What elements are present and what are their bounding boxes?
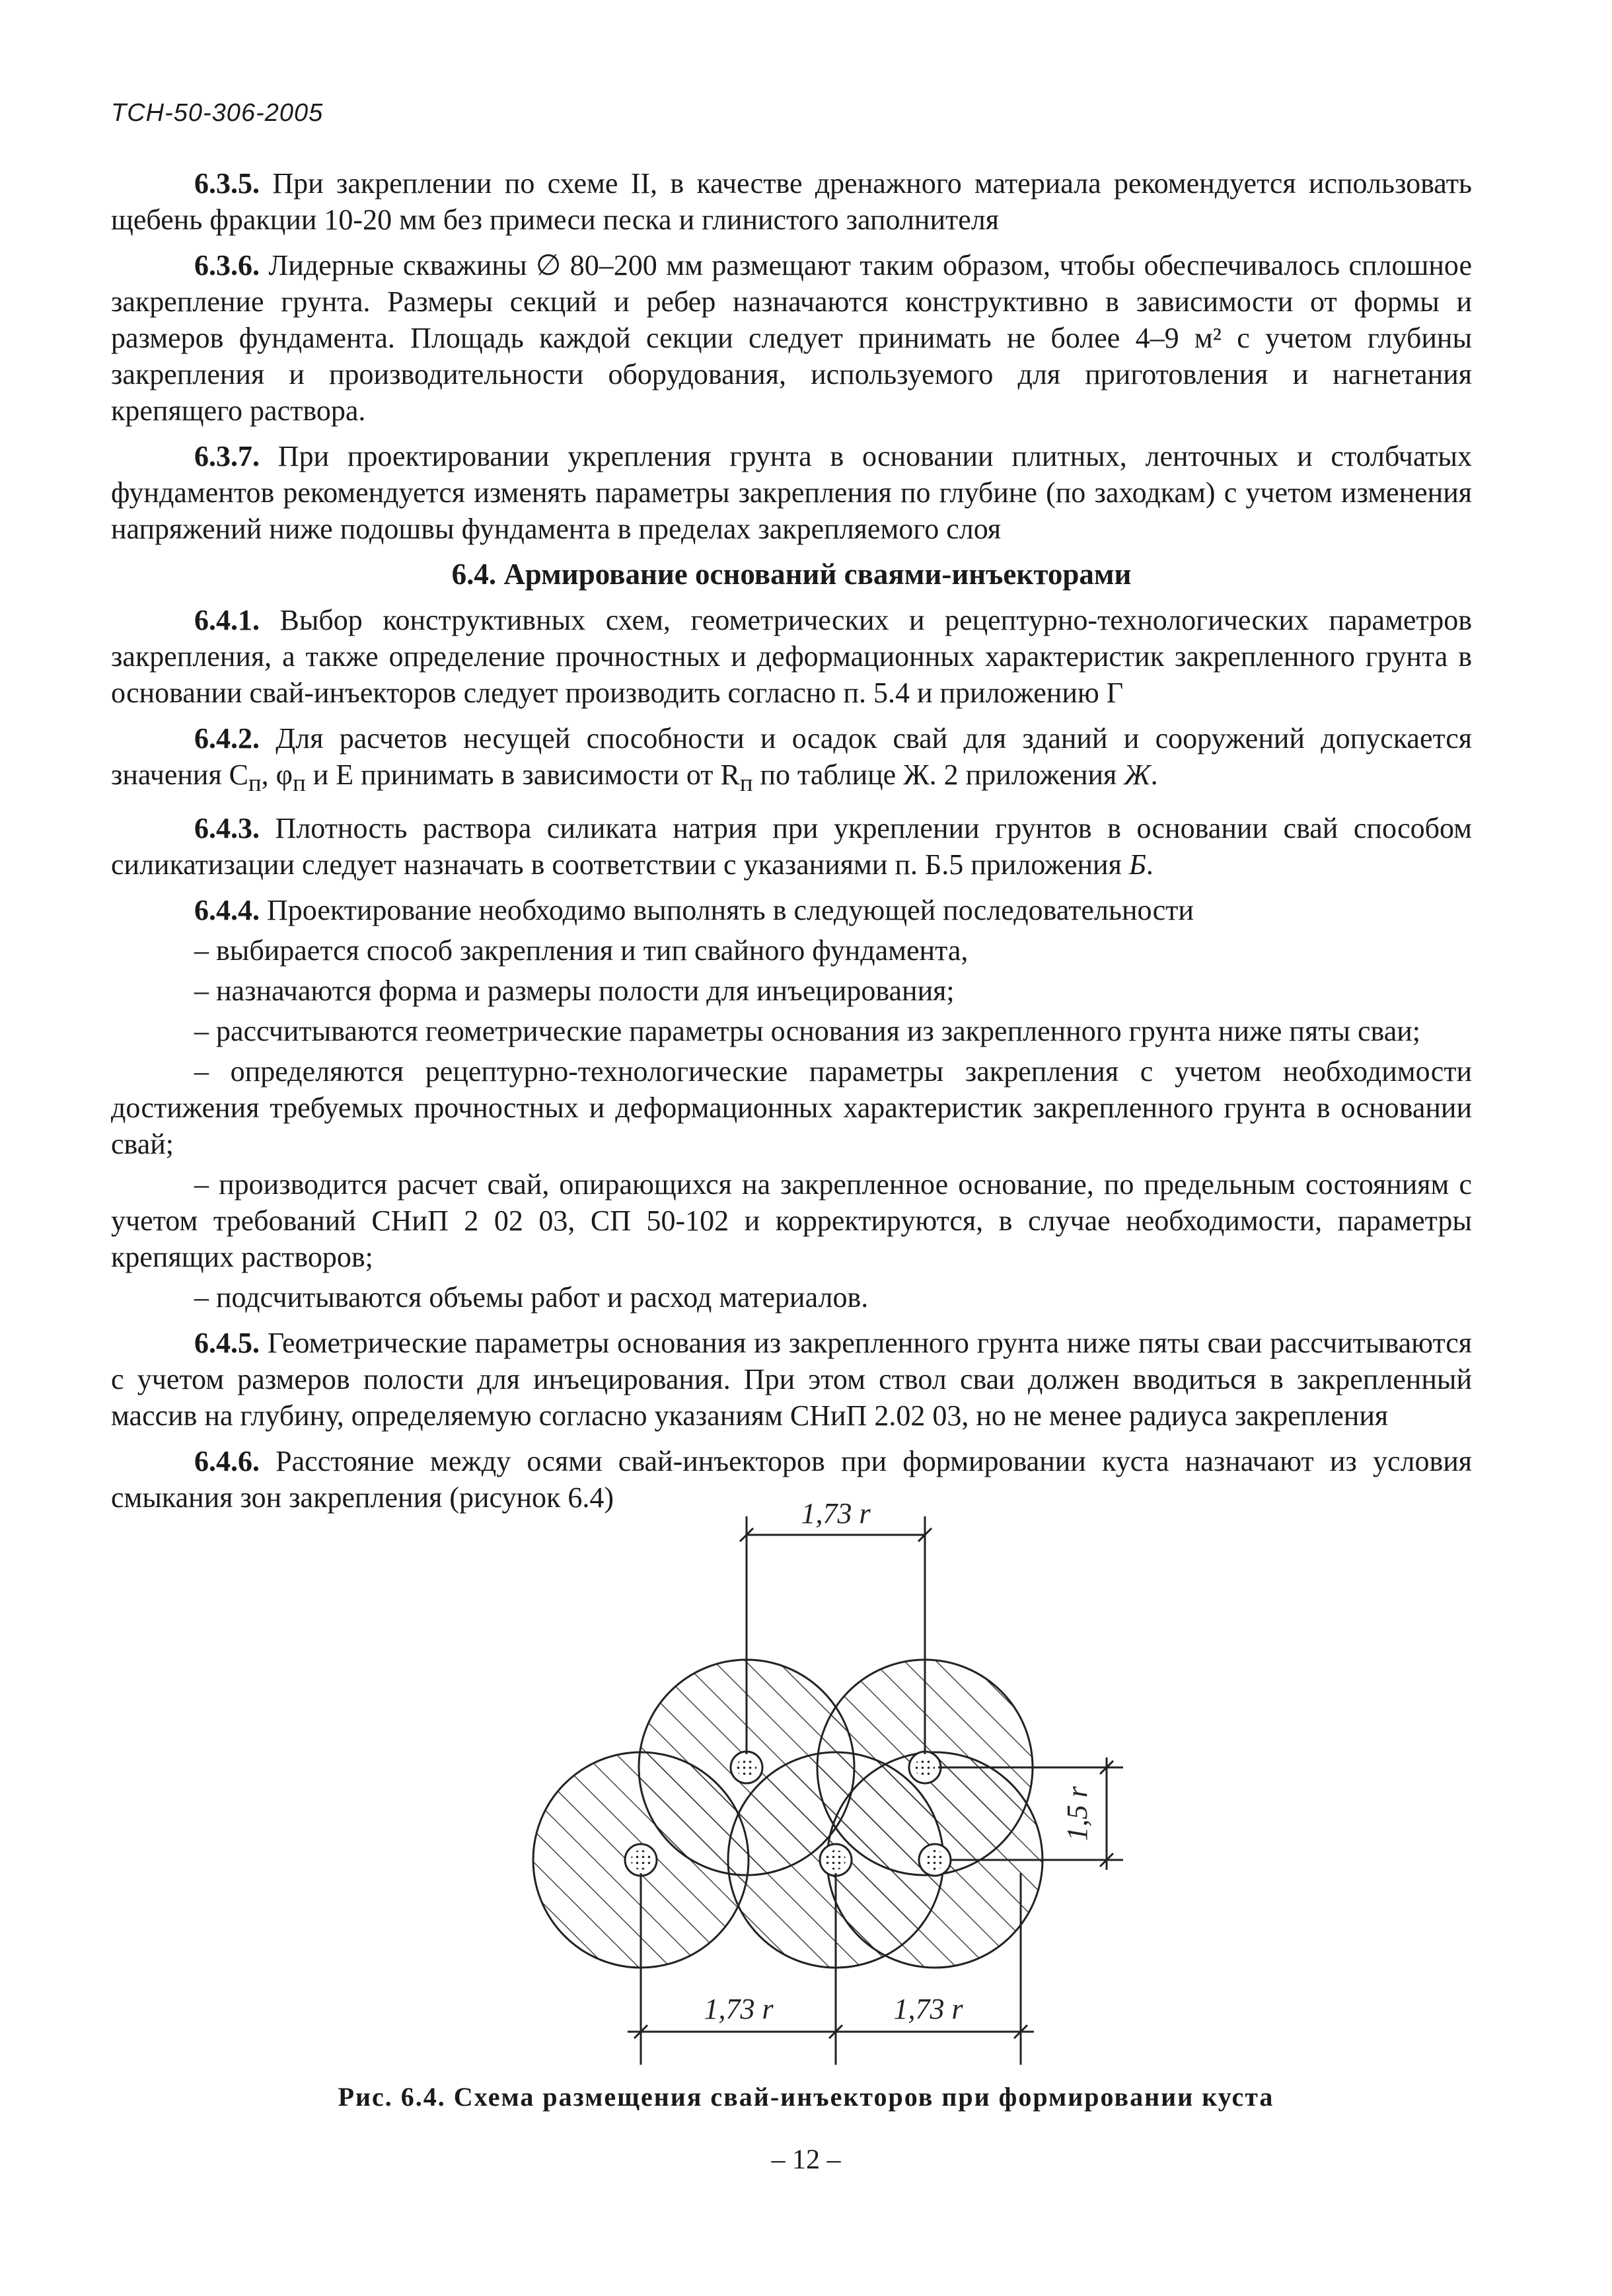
pile-core [925, 1850, 945, 1870]
paragraph-6-4-6: 6.4.6. Расстояние между осями свай-инъекторов при формировании куста назначают из условия смыкания зон закрепления (рисунок 6.4) [111, 1444, 1472, 1514]
paragraph-6-4-2: 6.4.2. Для расчетов несущей способности и осадок свай для зданий и сооружений допускается значения $C_п$, $\varphi_п$ и E принимать в зависимости от $R_п$ по таблице Ж. 2 приложения Ж. [111, 722, 1472, 796]
paragraph-6-3-7: 6.3.7. При проектировании укрепления грунта в основании плитных, ленточных и столбчатых фундаментов рекомендуется изменять параметры закрепления по глубине (по заходкам) с учетом изменения напряжений ниже подошвы фундамента в пределах закрепляемого слоя [111, 440, 1472, 545]
section-title: 6.4. Армирование оснований сваями-инъекторами [451, 558, 1132, 591]
list-item: – выбирается способ закрепления и тип свайного фундамента, [194, 934, 969, 967]
pile-core [915, 1758, 935, 1777]
list-item: – производится расчет свай, опирающихся на закрепленное основание, по предельным состояниям с учетом требований СНиП 2 02 03, СП 50-102 и корректируются, в случае необходимости, параметры крепящих растворов; [111, 1167, 1472, 1273]
pile-core [631, 1850, 651, 1870]
pile-core [737, 1758, 756, 1777]
list-item: – определяются рецептурно-технологические параметры закрепления с учетом необходимости достижения требуемых прочностных и деформационных характеристик закрепленного грунта в основании свай; [111, 1055, 1472, 1160]
list-item: – назначаются форма и размеры полости для инъецирования; [194, 974, 955, 1007]
figure-caption: Рис. 6.4. Схема размещения свай-инъекторов при формировании куста [338, 2082, 1274, 2112]
dimension-label-bottom-left: 1,73 r [704, 1993, 774, 2025]
paragraph-6-3-6: 6.3.6. Лидерные скважины ∅ 80–200 мм размещают таким образом, чтобы обеспечивалось сплошное закрепление грунта. Размеры секций и ребер назначаются конструктивно в зависимости от формы и размеров фундамента. Площадь каждой секции следует принимать не более 4–9 м² с учетом глубины закрепления и производительности оборудования, используемого для приготовления и нагнетания крепящего раствора. [111, 249, 1472, 427]
dimension-label-top: 1,73 r [801, 1503, 871, 1530]
dimension-label-bottom-right: 1,73 r [893, 1993, 963, 2025]
paragraph-6-3-5: 6.3.5. При закреплении по схеме II, в качестве дренажного материала рекомендуется использовать щебень фракции 10-20 мм без примеси песка и глинистого заполнителя [111, 167, 1472, 236]
list-item: – рассчитываются геометрические параметры основания из закрепленного грунта ниже пяты сваи; [194, 1014, 1421, 1047]
dimension-label-right: 1,5 r [1061, 1786, 1093, 1841]
paragraph-6-4-5: 6.4.5. Геометрические параметры основания из закрепленного грунта ниже пяты сваи рассчитываются с учетом размеров полости для инъецирования. При этом ствол сваи должен вводиться в закрепленный массив на глубину, определяемую согласно указаниям СНиП 2.02 03, но не менее радиуса закрепления [111, 1326, 1472, 1432]
page-number: – 12 – [771, 2145, 841, 2175]
list-item: – подсчитываются объемы работ и расход материалов. [194, 1280, 869, 1314]
paragraph-6-4-4: 6.4.4. Проектирование необходимо выполнять в следующей последовательности [194, 893, 1194, 926]
paragraph-6-4-3: 6.4.3. Плотность раствора силиката натрия при укреплении грунтов в основании свай способом силикатизации следует назначать в соответствии с указаниями п. Б.5 приложения Б. [111, 811, 1472, 881]
pile-core [826, 1850, 846, 1870]
page-body [111, 165, 1472, 1525]
document-code: ТСН-50-306-2005 [111, 99, 324, 127]
paragraph-6-4-1: 6.4.1. Выбор конструктивных схем, геометрических и рецептурно-технологических параметров закрепления, а также определение прочностных и деформационных характеристик закрепленного грунта в основании свай-инъекторов следует производить согласно п. 5.4 и приложению Г [111, 604, 1472, 709]
pile-cluster-diagram [396, 1503, 1156, 2071]
